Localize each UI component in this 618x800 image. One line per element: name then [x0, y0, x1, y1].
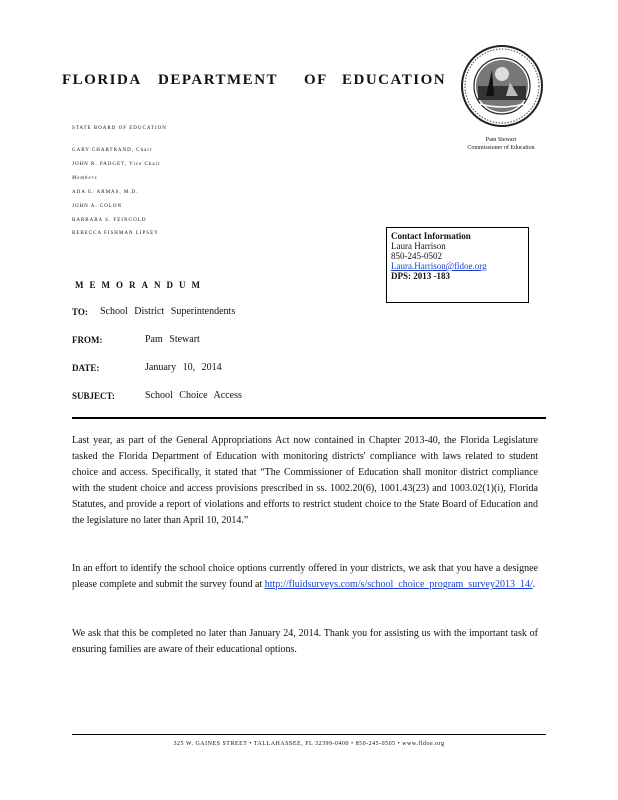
board-member: REBECCA FISHMAN LIPSEY: [72, 231, 159, 236]
subject-value: School Choice Access: [145, 390, 242, 401]
paragraph-2-end: .: [532, 579, 536, 590]
title-word-florida: FLORIDA: [62, 72, 142, 88]
to-label: TO:: [72, 307, 88, 317]
title-word-department: DEPARTMENT: [158, 72, 279, 88]
survey-link[interactable]: http://fluidsurveys.com/s/school_choice_program_survey2013_14/: [264, 579, 533, 590]
header-divider: [72, 417, 546, 419]
contact-info-box: [386, 227, 529, 303]
commissioner-block: [446, 136, 556, 152]
date-label: DATE:: [72, 363, 100, 373]
from-value: Pam Stewart: [145, 334, 200, 345]
paragraph-2-text: In an effort to identify the school choice options currently offered in your districts, we ask that you have a designee please complete and submit the survey found at: [72, 563, 538, 590]
date-value: January 10, 2014: [145, 362, 222, 373]
body-paragraph-3: We ask that this be completed no later than January 24, 2014. Thank you for assisting us with the important task of ensuring families are aware of their educational options.: [72, 628, 538, 655]
footer-address: 325 W. GAINES STREET • TALLAHASSEE, FL 32399-0400 • 850-245-0505 • www.fldoe.org: [173, 741, 445, 747]
state-seal-icon: [460, 44, 544, 128]
footer-divider: [72, 734, 546, 735]
commissioner-title: Commissioner of Education: [467, 145, 535, 151]
memorandum-heading: MEMORANDUM: [75, 280, 206, 290]
contact-phone: 850-245-0502: [391, 251, 442, 261]
board-member: JOHN A. COLON: [72, 204, 123, 209]
title-word-education: EDUCATION: [342, 72, 447, 88]
to-value: School District Superintendents: [100, 306, 236, 317]
board-member: GARY CHARTRAND, Chair: [72, 148, 153, 153]
from-label: FROM:: [72, 335, 103, 345]
subject-label: SUBJECT:: [72, 391, 115, 401]
contact-heading: Contact Information: [391, 231, 471, 241]
board-heading: STATE BOARD OF EDUCATION: [72, 126, 167, 131]
board-member: BARBARA S. FEINGOLD: [72, 218, 147, 223]
body-paragraph-1: Last year, as part of the General Appropriations Act now contained in Chapter 2013-40, the Florida Legislature tasked the Florida Department of Education with monitoring districts' compliance with laws related to student choice and access. Specifically, it stated that “The Commissioner of Education shall monitor district compliance with the student choice and access provisions prescribed in ss. 1002.20(6), 1001.43(23) and 1003.02(1)(i), Florida Statutes, and provide a report of violations and efforts to restrict student choice to the State Board of Education and the legislature no later than April 10, 2014.”: [72, 435, 538, 526]
board-member: JOHN R. PADGET, Vice Chair: [72, 162, 161, 167]
commissioner-name: Pam Stewart: [485, 137, 517, 143]
title-word-of: OF: [304, 72, 328, 88]
contact-email-link[interactable]: Laura.Harrison@fldoe.org: [391, 261, 487, 271]
dps-number: DPS: 2013 -183: [391, 271, 450, 281]
contact-name: Laura Harrison: [391, 241, 446, 251]
board-member: ADA G. ARMAS, M.D.: [72, 190, 139, 195]
board-members-label: Members: [72, 176, 98, 181]
body-paragraph-2: [72, 561, 538, 593]
